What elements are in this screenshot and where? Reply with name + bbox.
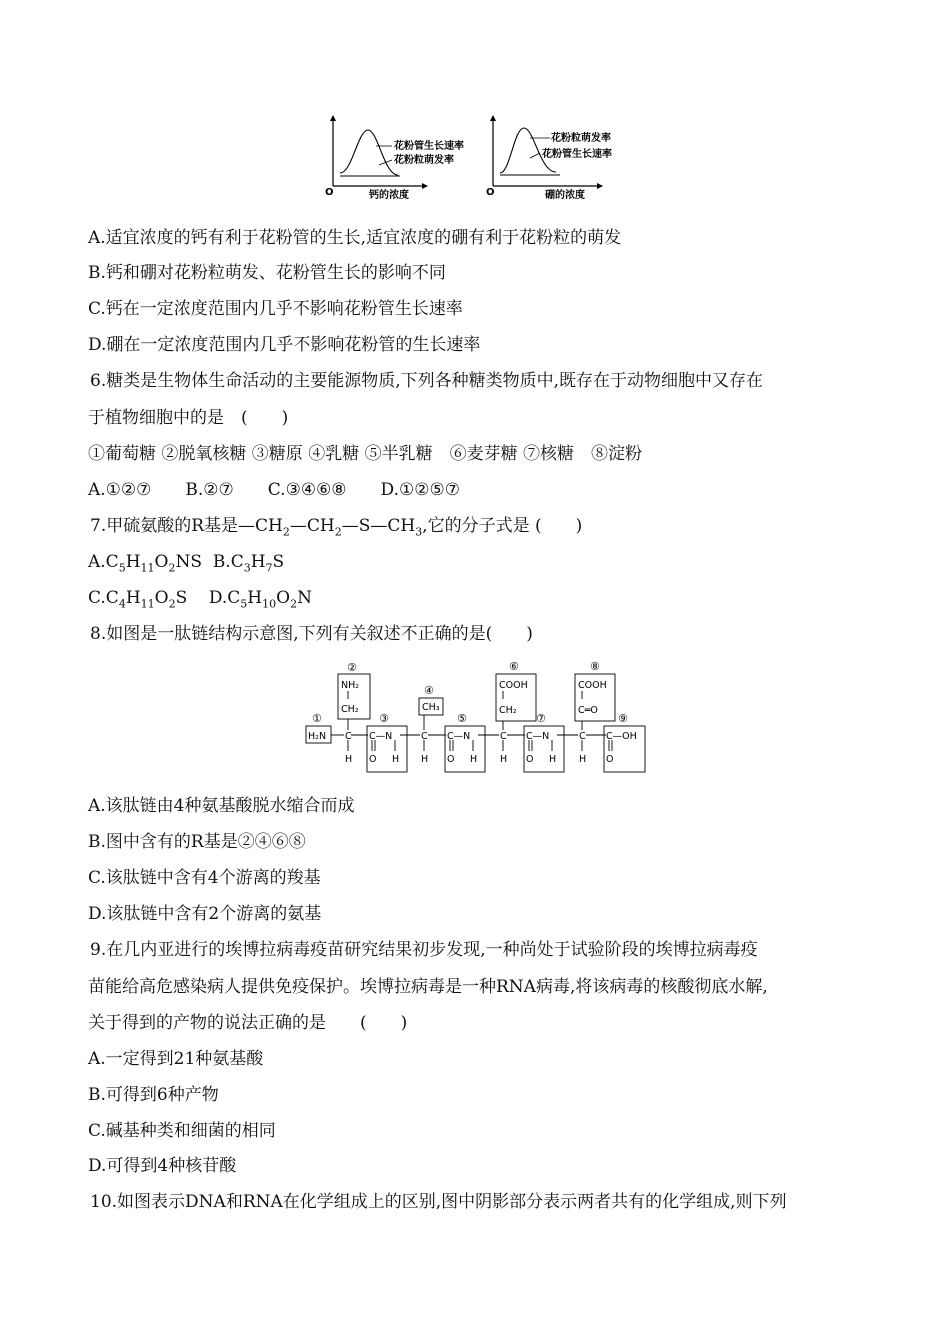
svg-text:O: O (447, 754, 455, 765)
svg-text:C═O: C═O (578, 705, 598, 716)
boron-curve1-label: 花粉粒萌发率 (551, 133, 611, 144)
q6-items: ①葡萄糖 ②脱氧核糖 ③糖原 ④乳糖 ⑤半乳糖 ⑥麦芽糖 ⑦核糖 ⑧淀粉 (88, 444, 643, 464)
q5-option-c: C.钙在一定浓度范围内几乎不影响花粉管生长速率 (88, 299, 463, 319)
svg-text:C: C (421, 731, 428, 742)
svg-text:③: ③ (379, 712, 389, 725)
q9-option-d: D.可得到4种核苷酸 (88, 1156, 237, 1176)
q7-options-ab: $A.C_5H_{11}O_2NS$ $B.C_3H_7S$ (88, 552, 285, 575)
calcium-curve2-label: 花粉粒萌发率 (394, 155, 454, 166)
svg-text:H: H (345, 754, 353, 765)
svg-text:⑥: ⑥ (509, 660, 519, 673)
pollen-tube-growth-curve (340, 130, 398, 175)
svg-text:④: ④ (424, 684, 434, 697)
svg-text:⑧: ⑧ (590, 660, 600, 673)
svg-text:CH₂: CH₂ (499, 705, 517, 716)
svg-text:②: ② (347, 661, 357, 674)
svg-text:⑨: ⑨ (618, 712, 628, 725)
boron-xlabel: 硼的浓度 (545, 190, 585, 201)
svg-text:⑤: ⑤ (457, 712, 467, 725)
svg-text:H₂N: H₂N (308, 731, 327, 742)
boron-curve2-label: 花粉管生长速率 (542, 149, 612, 160)
svg-text:C—OH: C—OH (606, 731, 637, 742)
q6-options: A.①②⑦ B.②⑦ C.③④⑥⑧ D.①②⑤⑦ (88, 480, 460, 500)
q5-option-b: B.钙和硼对花粉粒萌发、花粉管生长的影响不同 (88, 263, 446, 283)
q10-stem-1: 10.如图表示DNA和RNA在化学组成上的区别,图中阴影部分表示两者共有的化学组成,则下列 (90, 1192, 787, 1212)
svg-text:C—N: C—N (526, 731, 550, 742)
calcium-graph (325, 115, 464, 201)
svg-text:COOH: COOH (578, 680, 607, 691)
q7-stem: 7.甲硫氨酸的R基是$—CH_2—CH_2—S—CH_3$,它的分子式是 ( ) (90, 516, 583, 539)
svg-text:CH₂: CH₂ (341, 704, 359, 715)
svg-text:NH₂: NH₂ (341, 680, 360, 691)
svg-text:H: H (549, 754, 557, 765)
q9-stem-2: 苗能给高危感染病人提供免疫保护。埃博拉病毒是一种RNA病毒,将该病毒的核酸彻底水解, (88, 977, 768, 997)
svg-text:H: H (579, 754, 587, 765)
svg-text:H: H (392, 754, 400, 765)
svg-text:H: H (500, 754, 508, 765)
q9-stem-1: 9.在几内亚进行的埃博拉病毒疫苗研究结果初步发现,一种尚处于试验阶段的埃博拉病毒疫 (90, 940, 758, 960)
q9-option-b: B.可得到6种产物 (88, 1085, 219, 1105)
calcium-origin: O (325, 187, 334, 198)
concentration-graphs (0, 0, 950, 210)
svg-text:C—N: C—N (447, 731, 471, 742)
q6-stem-2: 于植物细胞中的是 ( ) (88, 408, 289, 428)
q8-option-c: C.该肽链中含有4个游离的羧基 (88, 868, 321, 888)
svg-text:C: C (579, 731, 586, 742)
q9-option-a: A.一定得到21种氨基酸 (88, 1049, 264, 1069)
svg-text:C: C (345, 731, 352, 742)
q8-option-a: A.该肽链由4种氨基酸脱水缩合而成 (88, 796, 355, 816)
svg-text:H: H (470, 754, 478, 765)
q8-option-d: D.该肽链中含有2个游离的氨基 (88, 904, 322, 924)
q9-option-c: C.碱基种类和细菌的相同 (88, 1121, 276, 1141)
calcium-curve1-label: 花粉管生长速率 (394, 141, 464, 152)
svg-text:C—N: C—N (369, 731, 393, 742)
svg-text:O: O (606, 754, 614, 765)
svg-text:O: O (526, 754, 534, 765)
q6-stem-1: 6.糖类是生物体生命活动的主要能源物质,下列各种糖类物质中,既存在于动物细胞中又存在 (90, 371, 764, 391)
q7-options-cd: $C.C_4H_{11}O_2S$ $D.C_5H_{10}O_2N$ (88, 588, 312, 611)
q8-option-b: B.图中含有的R基是②④⑥⑧ (88, 832, 306, 852)
boron-graph (486, 115, 612, 201)
svg-text:O: O (369, 754, 377, 765)
boron-origin: O (486, 187, 495, 198)
q8-stem: 8.如图是一肽链结构示意图,下列有关叙述不正确的是( ) (90, 624, 533, 644)
peptide-chain-diagram (0, 655, 950, 785)
svg-text:H: H (421, 754, 429, 765)
svg-text:⑦: ⑦ (536, 712, 546, 725)
q5-option-a: A.适宜浓度的钙有利于花粉管的生长,适宜浓度的硼有利于花粉粒的萌发 (88, 228, 622, 248)
q5-option-d: D.硼在一定浓度范围内几乎不影响花粉管的生长速率 (88, 335, 481, 355)
calcium-xlabel: 钙的浓度 (369, 190, 409, 201)
q9-stem-3: 关于得到的产物的说法正确的是 ( ) (88, 1013, 408, 1033)
svg-text:C: C (500, 731, 507, 742)
svg-text:COOH: COOH (499, 680, 528, 691)
svg-text:CH₃: CH₃ (422, 702, 440, 713)
svg-text:①: ① (312, 712, 322, 725)
